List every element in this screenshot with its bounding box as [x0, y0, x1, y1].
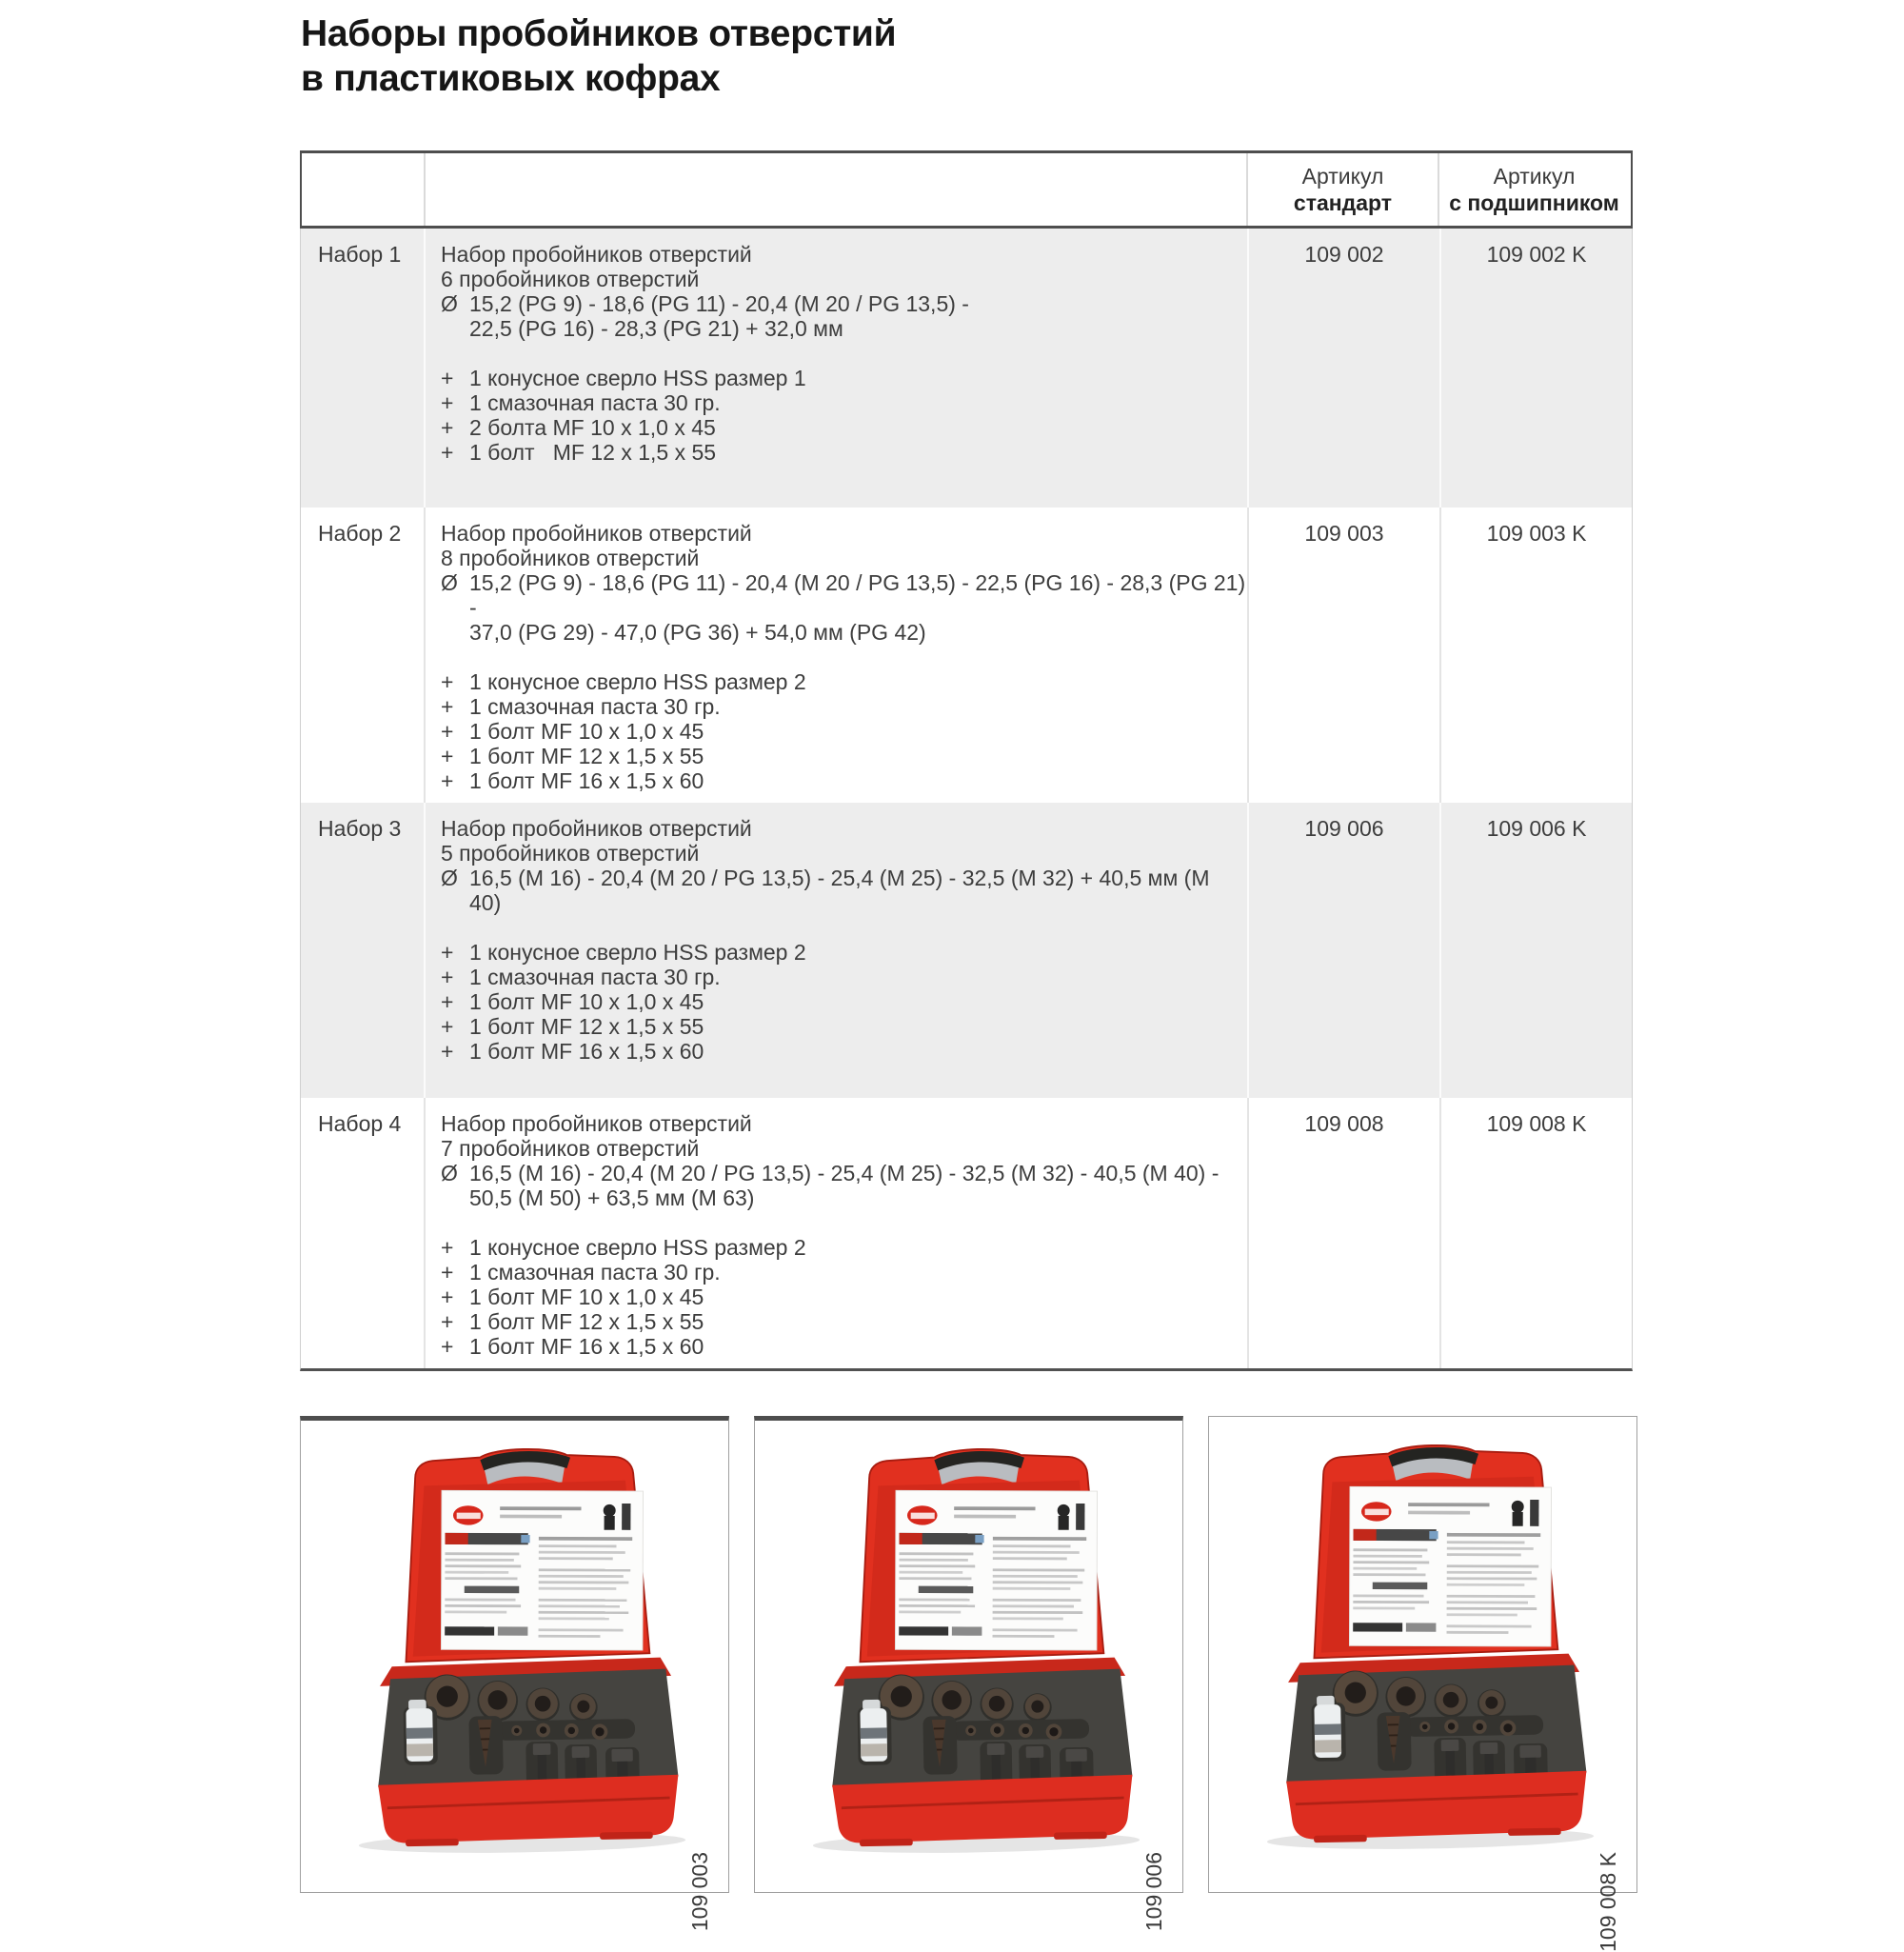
diameter-line-continued: 50,5 (M 50) + 63,5 мм (M 63)	[469, 1185, 755, 1210]
plus-symbol: +	[441, 390, 454, 415]
plus-symbol: +	[441, 669, 454, 694]
plus-symbol: +	[441, 694, 454, 719]
product-gallery	[300, 1416, 1637, 1952]
set-description	[424, 803, 1247, 1098]
diameter-line: Ø 15,2 (PG 9) - 18,6 (PG 11) - 20,4 (M 20 / PG 13,5) -	[441, 291, 969, 316]
article-standard: 109 006	[1247, 803, 1439, 1098]
included-item: + 1 болт MF 12 x 1,5 x 55	[441, 1309, 704, 1334]
row-subtitle: 5 пробойников отверстий	[441, 841, 700, 866]
table-row-set-2	[301, 508, 1632, 803]
set-name: Набор 1	[318, 242, 402, 267]
plus-symbol: +	[441, 768, 454, 793]
article-bearing: 109 003 K	[1439, 508, 1632, 803]
blank-line	[441, 1210, 1247, 1235]
header-standard-label: стандарт	[1293, 190, 1393, 215]
included-item: + 1 болт MF 12 x 1,5 x 55	[441, 744, 704, 768]
plus-symbol: +	[441, 1014, 454, 1039]
diameter-line: Ø 16,5 (M 16) - 20,4 (M 20 / PG 13,5) - 25,4 (M 25) - 32,5 (M 32) - 40,5 (M 40) -	[441, 1161, 1220, 1185]
set-description	[424, 1098, 1247, 1368]
header-cell-empty-set	[302, 153, 424, 226]
plus-symbol: +	[441, 1309, 454, 1334]
diameter-line-continued: 37,0 (PG 29) - 47,0 (PG 36) + 54,0 мм (PG 42)	[469, 620, 926, 645]
product-photo-box-109-003	[300, 1416, 729, 1932]
included-item: + 2 болта MF 10 x 1,0 x 45	[441, 415, 716, 440]
photo-article-label: 109 006	[1141, 1852, 1166, 1932]
plus-symbol: +	[441, 719, 454, 744]
included-item: + 1 конусное сверло HSS размер 2	[441, 1235, 806, 1260]
table-body	[300, 229, 1633, 1371]
row-title: Набор пробойников отверстий	[441, 1111, 752, 1136]
header-article-label: Артикул	[1493, 164, 1576, 189]
header-article-label: Артикул	[1301, 164, 1384, 189]
plus-symbol: +	[441, 965, 454, 989]
row-title: Набор пробойников отверстий	[441, 242, 752, 267]
plus-symbol: +	[441, 1235, 454, 1260]
plus-symbol: +	[441, 1039, 454, 1064]
plus-symbol: +	[441, 940, 454, 965]
plus-symbol: +	[441, 415, 454, 440]
article-bearing: 109 002 K	[1439, 229, 1632, 508]
article-standard: 109 003	[1247, 508, 1439, 803]
set-name: Набор 2	[318, 521, 402, 546]
included-item: + 1 смазочная паста 30 гр.	[441, 965, 721, 989]
included-item: + 1 смазочная паста 30 гр.	[441, 1260, 721, 1285]
punch-set-case-photo	[766, 1445, 1159, 1861]
article-bearing: 109 008 K	[1439, 1098, 1632, 1368]
article-standard: 109 002	[1247, 229, 1439, 508]
row-title: Набор пробойников отверстий	[441, 816, 752, 841]
included-item: + 1 болт MF 16 x 1,5 x 60	[441, 768, 704, 793]
included-item: + 1 конусное сверло HSS размер 2	[441, 940, 806, 965]
included-item: + 1 смазочная паста 30 гр.	[441, 694, 721, 719]
diameter-line: Ø 15,2 (PG 9) - 18,6 (PG 11) - 20,4 (M 20 / PG 13,5) - 22,5 (PG 16) - 28,3 (PG 21) -	[441, 570, 1252, 620]
plus-symbol: +	[441, 989, 454, 1014]
set-description	[424, 229, 1247, 508]
included-item: + 1 болт MF 10 x 1,0 x 45	[441, 1285, 704, 1309]
diameter-symbol: Ø	[441, 291, 458, 316]
included-item: + 1 болт MF 12 x 1,5 x 55	[441, 1014, 704, 1039]
set-description	[424, 508, 1252, 803]
plus-symbol: +	[441, 1260, 454, 1285]
diameter-line: Ø 16,5 (M 16) - 20,4 (M 20 / PG 13,5) - 25,4 (M 25) - 32,5 (M 32) + 40,5 мм (M 40)	[441, 866, 1216, 915]
punch-set-case-photo	[312, 1445, 704, 1861]
table-row-set-3	[301, 803, 1632, 1098]
header-cell-empty-description	[424, 153, 1246, 226]
article-bearing: 109 006 K	[1439, 803, 1632, 1098]
page-title-line2: в пластиковых кофрах	[301, 58, 721, 99]
plus-symbol: +	[441, 1285, 454, 1309]
included-item: + 1 болт MF 10 x 1,0 x 45	[441, 719, 704, 744]
table-header	[300, 150, 1633, 229]
header-bearing-label: с подшипником	[1449, 190, 1619, 215]
row-title: Набор пробойников отверстий	[441, 521, 752, 546]
page-title	[301, 11, 896, 101]
plus-symbol: +	[441, 440, 454, 465]
diameter-line-continued: 22,5 (PG 16) - 28,3 (PG 21) + 32,0 мм	[469, 316, 843, 341]
row-subtitle: 7 пробойников отверстий	[441, 1136, 700, 1161]
punch-set-case-photo	[1220, 1442, 1613, 1857]
diameter-symbol: Ø	[441, 570, 458, 595]
product-photo-box-109-006	[754, 1416, 1183, 1932]
header-cell-article-standard	[1246, 153, 1438, 226]
header-cell-article-bearing	[1438, 153, 1629, 226]
blank-line	[441, 645, 1247, 669]
page-title-line1: Наборы пробойников отверстий	[301, 13, 897, 54]
included-item: + 1 болт MF 16 x 1,5 x 60	[441, 1039, 704, 1064]
table-row-set-4	[301, 1098, 1632, 1368]
included-item: + 1 конусное сверло HSS размер 2	[441, 669, 806, 694]
article-standard: 109 008	[1247, 1098, 1439, 1368]
diameter-symbol: Ø	[441, 866, 458, 890]
product-table	[300, 150, 1633, 1371]
included-item: + 1 болт MF 16 x 1,5 x 60	[441, 1334, 704, 1359]
included-item: + 1 болт MF 10 x 1,0 x 45	[441, 989, 704, 1014]
blank-line	[441, 915, 1247, 940]
diameter-symbol: Ø	[441, 1161, 458, 1185]
set-name: Набор 4	[318, 1111, 402, 1136]
row-subtitle: 6 пробойников отверстий	[441, 267, 700, 291]
photo-article-label: 109 003	[687, 1852, 712, 1932]
table-row-set-1	[301, 229, 1632, 508]
plus-symbol: +	[441, 744, 454, 768]
included-item: + 1 конусное сверло HSS размер 1	[441, 366, 806, 390]
photo-article-label: 109 008 K	[1596, 1852, 1620, 1952]
blank-line	[441, 341, 1247, 366]
product-photo-box-109-008-k	[1208, 1416, 1637, 1952]
included-item: + 1 смазочная паста 30 гр.	[441, 390, 721, 415]
plus-symbol: +	[441, 1334, 454, 1359]
plus-symbol: +	[441, 366, 454, 390]
included-item: + 1 болт MF 12 x 1,5 x 55	[441, 440, 717, 465]
set-name: Набор 3	[318, 816, 402, 841]
row-subtitle: 8 пробойников отверстий	[441, 546, 700, 570]
